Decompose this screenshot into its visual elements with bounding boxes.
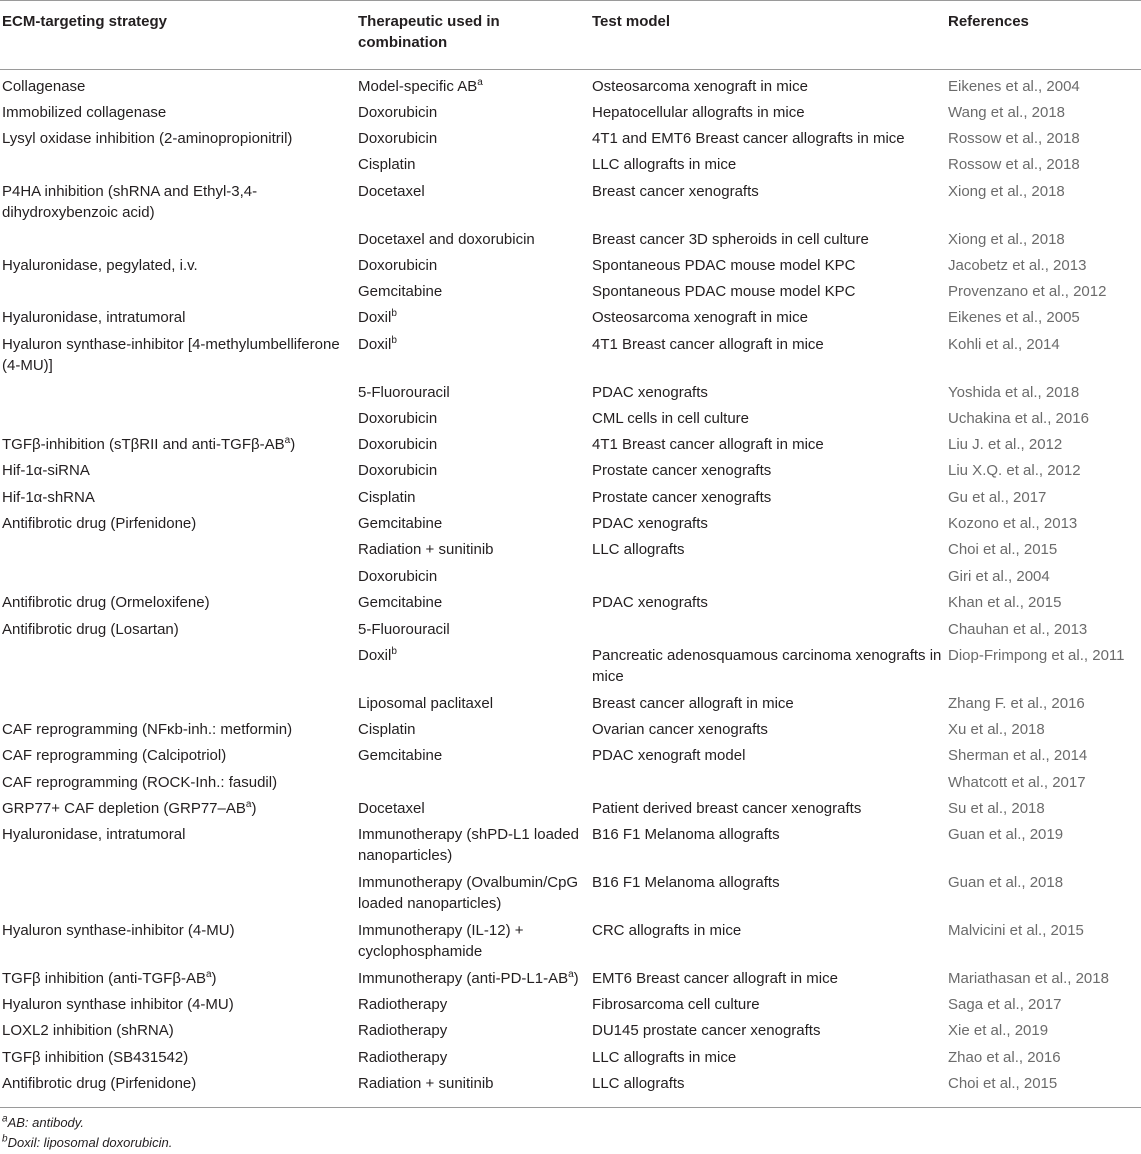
cell-test-model: B16 F1 Melanoma allografts — [592, 874, 780, 891]
table-row — [0, 281, 1141, 307]
cell-reference: Rossow et al., 2018 — [948, 156, 1080, 173]
cell-therapeutic: Radiation + sunitinib — [358, 541, 494, 558]
cell-reference: Zhang F. et al., 2016 — [948, 695, 1085, 712]
cell-test-model: LLC allografts in mice — [592, 156, 737, 173]
table-row — [0, 968, 1141, 994]
table-row — [0, 487, 1141, 513]
cell-therapeutic: Doxil$^b$ — [358, 646, 397, 664]
cell-strategy: Antifibrotic drug (Ormeloxifene) — [2, 594, 210, 611]
cell-test-model: Patient derived breast cancer xenografts — [592, 800, 862, 817]
cell-test-model: Spontaneous PDAC mouse model KPC — [592, 257, 856, 274]
table-row — [0, 382, 1141, 408]
cell-test-model: Fibrosarcoma cell culture — [592, 996, 760, 1013]
cell-reference: Diop-Frimpong et al., 2011 — [948, 647, 1125, 664]
table-header — [0, 0, 1141, 70]
cell-reference: Rossow et al., 2018 — [948, 130, 1080, 147]
header-references: References — [948, 13, 1029, 30]
table-row — [0, 76, 1141, 102]
cell-therapeutic: Doxorubicin — [358, 257, 438, 274]
table-row — [0, 154, 1141, 181]
cell-reference: Mariathasan et al., 2018 — [948, 970, 1109, 987]
table-row — [0, 745, 1141, 772]
cell-strategy: Lysyl oxidase inhibition (2-aminopropionitril) — [2, 130, 293, 147]
cell-therapeutic: Immunotherapy $(anti-PD-L1-AB^a)$ — [358, 969, 579, 987]
cell-therapeutic: Cisplatin — [358, 489, 416, 506]
cell-therapeutic: 5-Fluorouracil — [358, 384, 450, 401]
table-row — [0, 229, 1141, 255]
cell-therapeutic: Doxorubicin — [358, 462, 438, 479]
cell-reference: Xiong et al., 2018 — [948, 183, 1065, 200]
cell-strategy: CAF reprogramming (NFκb-inh.: metformin) — [2, 721, 293, 738]
cell-strategy: Antifibrotic drug (Pirfenidone) — [2, 1075, 197, 1092]
table-row — [0, 872, 1141, 920]
cell-test-model: Spontaneous PDAC mouse model KPC — [592, 283, 856, 300]
cell-test-model: PDAC xenografts — [592, 515, 708, 532]
cell-therapeutic: Gemcitabine — [358, 515, 443, 532]
table-row — [0, 592, 1141, 619]
cell-therapeutic: Doxorubicin — [358, 410, 438, 427]
cell-therapeutic: Immunotherapy (shPD-L1 loaded nanoparticles) — [358, 826, 579, 864]
header-test-model: Test model — [592, 13, 671, 30]
cell-reference: Xie et al., 2019 — [948, 1022, 1049, 1039]
cell-therapeutic: Radiotherapy — [358, 1022, 448, 1039]
cell-therapeutic: Radiotherapy — [358, 1049, 448, 1066]
cell-reference: Choi et al., 2015 — [948, 541, 1058, 558]
table-row — [0, 1047, 1141, 1073]
cell-strategy: TGFβ inhibition $(anti-TGF\beta-AB^a)$ — [2, 969, 217, 987]
table-row — [0, 513, 1141, 539]
table-row — [0, 307, 1141, 334]
cell-strategy: CAF reprogramming (Calcipotriol) — [2, 747, 227, 764]
cell-therapeutic: Gemcitabine — [358, 594, 443, 611]
table-row — [0, 434, 1141, 460]
cell-test-model: Breast cancer 3D spheroids in cell culture — [592, 231, 869, 248]
table-row — [0, 824, 1141, 872]
cell-test-model: Osteosarcoma xenograft in mice — [592, 78, 808, 95]
table-row — [0, 539, 1141, 566]
cell-strategy: Hyaluron synthase-inhibitor (4-MU) — [2, 922, 235, 939]
cell-reference: Eikenes et al., 2004 — [948, 78, 1080, 95]
cell-test-model: Osteosarcoma xenograft in mice — [592, 309, 808, 326]
cell-reference: Wang et al., 2018 — [948, 104, 1066, 121]
cell-therapeutic: Doxorubicin — [358, 436, 438, 453]
cell-therapeutic: Liposomal paclitaxel — [358, 695, 494, 712]
cell-reference: Eikenes et al., 2005 — [948, 309, 1080, 326]
cell-therapeutic: Doxorubicin — [358, 104, 438, 121]
cell-reference: Liu J. et al., 2012 — [948, 436, 1063, 453]
cell-reference: Zhao et al., 2016 — [948, 1049, 1061, 1066]
table-row — [0, 1073, 1141, 1099]
cell-test-model: Breast cancer xenografts — [592, 183, 759, 200]
cell-strategy: Hif-1α-shRNA — [2, 489, 95, 506]
table-row — [0, 693, 1141, 719]
cell-strategy: Antifibrotic drug (Losartan) — [2, 621, 179, 638]
cell-test-model: PDAC xenografts — [592, 594, 708, 611]
cell-reference: Sherman et al., 2014 — [948, 747, 1088, 764]
table-row — [0, 181, 1141, 229]
cell-test-model: B16 F1 Melanoma allografts — [592, 826, 780, 843]
cell-reference: Su et al., 2018 — [948, 800, 1045, 817]
table-row — [0, 566, 1141, 592]
cell-strategy: LOXL2 inhibition (shRNA) — [2, 1022, 174, 1039]
cell-reference: Khan et al., 2015 — [948, 594, 1062, 611]
cell-strategy: Hyaluron synthase-inhibitor [4-methylumbelliferone (4-MU)] — [2, 336, 340, 374]
cell-strategy: Hyaluronidase, intratumoral — [2, 826, 186, 843]
cell-test-model: PDAC xenografts — [592, 384, 708, 401]
cell-test-model: PDAC xenograft model — [592, 747, 746, 764]
cell-strategy: Hif-1α-siRNA — [2, 462, 90, 479]
cell-reference: Saga et al., 2017 — [948, 996, 1062, 1013]
cell-therapeutic: Doxil$^b$ — [358, 308, 397, 326]
cell-test-model: Breast cancer allograft in mice — [592, 695, 794, 712]
table-row — [0, 798, 1141, 824]
cell-strategy: Antifibrotic drug (Pirfenidone) — [2, 515, 197, 532]
cell-reference: Uchakina et al., 2016 — [948, 410, 1089, 427]
footnote-b: $^b$Doxil: liposomal doxorubicin. — [2, 1133, 173, 1150]
cell-reference: Giri et al., 2004 — [948, 568, 1050, 585]
cell-therapeutic: Immunotherapy (Ovalbumin/CpG loaded nanoparticles) — [358, 874, 579, 912]
cell-strategy: P4HA inhibition (shRNA and Ethyl-3,4-dihydroxybenzoic acid) — [2, 183, 258, 221]
cell-therapeutic: Cisplatin — [358, 156, 416, 173]
cell-reference: Jacobetz et al., 2013 — [948, 257, 1087, 274]
cell-strategy: Hyaluronidase, pegylated, i.v. — [2, 257, 198, 274]
cell-therapeutic: Doxorubicin — [358, 130, 438, 147]
table-row — [0, 772, 1141, 798]
cell-reference: Yoshida et al., 2018 — [948, 384, 1080, 401]
cell-test-model: 4T1 Breast cancer allograft in mice — [592, 336, 824, 353]
cell-therapeutic: Gemcitabine — [358, 747, 443, 764]
cell-therapeutic: Docetaxel — [358, 183, 425, 200]
cell-therapeutic: Docetaxel — [358, 800, 425, 817]
cell-reference: Provenzano et al., 2012 — [948, 283, 1107, 300]
cell-reference: Whatcott et al., 2017 — [948, 774, 1086, 791]
cell-reference: Liu X.Q. et al., 2012 — [948, 462, 1081, 479]
cell-test-model: CRC allografts in mice — [592, 922, 742, 939]
cell-reference: Choi et al., 2015 — [948, 1075, 1058, 1092]
cell-reference: Guan et al., 2019 — [948, 826, 1064, 843]
cell-therapeutic: Docetaxel and doxorubicin — [358, 231, 535, 248]
cell-strategy: Hyaluronidase, intratumoral — [2, 309, 186, 326]
cell-strategy: Collagenase — [2, 78, 86, 95]
cell-reference: Kozono et al., 2013 — [948, 515, 1078, 532]
cell-therapeutic: Radiation + sunitinib — [358, 1075, 494, 1092]
table-row — [0, 645, 1141, 693]
cell-test-model: LLC allografts in mice — [592, 1049, 737, 1066]
table-row — [0, 1020, 1141, 1047]
cell-therapeutic: Cisplatin — [358, 721, 416, 738]
cell-test-model: Prostate cancer xenografts — [592, 462, 772, 479]
cell-strategy: Hyaluron synthase inhibitor (4-MU) — [2, 996, 234, 1013]
table-row — [0, 128, 1141, 154]
header-therapeutic: Therapeutic used in combination — [358, 13, 500, 51]
cell-test-model: LLC allografts — [592, 541, 685, 558]
table-row — [0, 920, 1141, 968]
table-row — [0, 408, 1141, 434]
cell-reference: Gu et al., 2017 — [948, 489, 1047, 506]
cell-strategy: TGFβ inhibition (SB431542) — [2, 1049, 189, 1066]
footnote-a: $^a$AB: antibody. — [2, 1113, 84, 1130]
cell-test-model: Ovarian cancer xenografts — [592, 721, 768, 738]
table-row — [0, 102, 1141, 128]
cell-test-model: DU145 prostate cancer xenografts — [592, 1022, 821, 1039]
cell-therapeutic: Gemcitabine — [358, 283, 443, 300]
cell-strategy: TGFβ-inhibition (sTβRII and anti-$TGF\beta-AB^a$) — [2, 435, 296, 453]
table-bottom-rule — [0, 1107, 1141, 1108]
cell-reference: Kohli et al., 2014 — [948, 336, 1060, 353]
cell-reference: Chauhan et al., 2013 — [948, 621, 1088, 638]
cell-reference: Guan et al., 2018 — [948, 874, 1064, 891]
cell-test-model: Pancreatic adenosquamous carcinoma xenografts in mice — [592, 647, 942, 685]
cell-strategy: Immobilized collagenase — [2, 104, 167, 121]
cell-therapeutic: Radiotherapy — [358, 996, 448, 1013]
cell-therapeutic: Immunotherapy (IL-12) + cyclophosphamide — [358, 922, 524, 960]
cell-therapeutic: 5-Fluorouracil — [358, 621, 450, 638]
cell-strategy: GRP77+ CAF depletion $(GRP77-AB^a)$ — [2, 799, 257, 817]
header-strategy: ECM-targeting strategy — [2, 13, 168, 30]
cell-test-model: Prostate cancer xenografts — [592, 489, 772, 506]
cell-test-model: 4T1 and EMT6 Breast cancer allografts in mice — [592, 130, 905, 147]
table-row — [0, 460, 1141, 487]
cell-test-model: CML cells in cell culture — [592, 410, 749, 427]
cell-test-model: LLC allografts — [592, 1075, 685, 1092]
cell-therapeutic: Doxorubicin — [358, 568, 438, 585]
cell-test-model: 4T1 Breast cancer allograft in mice — [592, 436, 824, 453]
cell-test-model: EMT6 Breast cancer allograft in mice — [592, 970, 838, 987]
table-row — [0, 619, 1141, 645]
table-row — [0, 719, 1141, 745]
cell-therapeutic: Doxil$^b$ — [358, 335, 397, 353]
table-row — [0, 334, 1141, 382]
cell-reference: Malvicini et al., 2015 — [948, 922, 1084, 939]
table-row — [0, 255, 1141, 281]
cell-reference: Xu et al., 2018 — [948, 721, 1045, 738]
table-row — [0, 994, 1141, 1020]
cell-strategy: CAF reprogramming (ROCK-Inh.: fasudil) — [2, 774, 278, 791]
cell-reference: Xiong et al., 2018 — [948, 231, 1065, 248]
cell-therapeutic: Model-specific $AB^a$ — [358, 77, 483, 95]
cell-test-model: Hepatocellular allografts in mice — [592, 104, 805, 121]
